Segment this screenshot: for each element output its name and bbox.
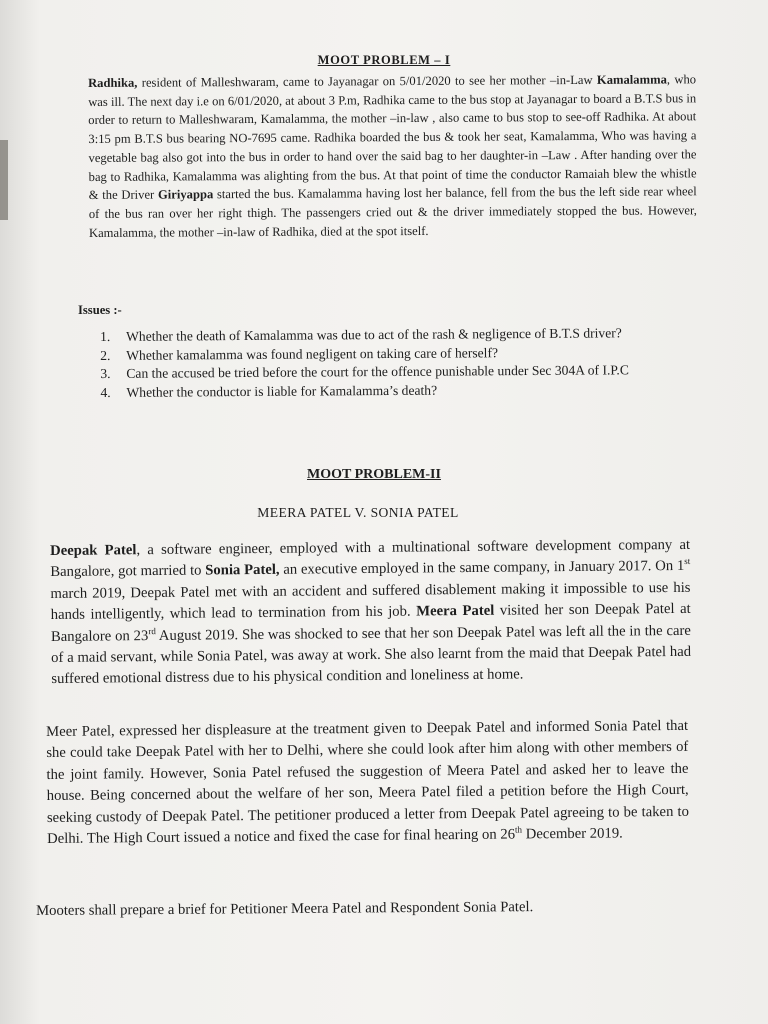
closing-instruction: Mooters shall prepare a brief for Petitioner Meera Patel and Respondent Sonia Patel. [36,899,534,919]
moot-problem-1-paragraph [88,70,697,242]
case-name: MEERA PATEL V. SONIA PATEL [257,505,459,520]
text-run: an executive employed in the same company, in January 2017. On 1 [279,558,685,579]
text-run: started the bus. Kamalamma having lost her balance, fell from the bus the left side rear wheel of the bus ran over her right thigh. The passengers cried out & the driver immediately stopped the bus. However, Kamalamma, the mother –in-law of Radhika, died at the spot itself. [88,184,697,240]
text-run: , who was ill. The next day i.e on 6/01/2020, at about 3 P.m, Radhika came to the bus stop at Jayanagar to board a B.T.S bus in order to return to Malleshwaram, Kamalamma, the mother –in-law , also came to bus stop to see-off Radhika. At about 3:15 pm B.T.S bus bearing NO-7695 came. Radhika boarded the bus & took her seat, Kamalamma, Who was having a vegetable bag also got into the bus in order to hand over the said bag to her daughter-in –Law . After handing over the bag to Radhika, Kamalamma was alighting from the bus. At that point of time the conductor Ramaiah blew the whistle & the Driver [88,72,697,203]
page-edge-shadow [0,140,8,220]
issues-heading: Issues :- [78,303,122,317]
text-run: march 2019, Deepak Patel met with an accident and suffered disablement making it impossible to use his hands intelligently, which lead to termination from his job. [50,579,691,624]
ordinal-suffix: rd [148,625,156,636]
issue-number: 4. [100,384,111,400]
text-run: August 2019. She was shocked to see that her son Deepak Patel was left all the in the care of a maid servant, while Sonia Patel, was away at work. She also learnt from the maid that Deepak Patel had suffered emotional distress due to his physical condition and loneliness at home. [51,622,692,688]
issues-list [100,324,701,403]
issue-number: 1. [100,328,111,344]
issue-number: 3. [100,366,111,382]
moot-problem-2-title: MOOT PROBLEM-II [307,467,441,482]
issue-text: Whether the death of Kamalamma was due to act of the rash & negligence of B.T.S driver? [126,325,622,344]
moot-problem-2-paragraph-2 [46,716,689,851]
issue-item [100,380,700,403]
bold-name: Radhika, [88,75,138,90]
text-run: resident of Malleshwaram, came to Jayanagar on 5/01/2020 to see her mother –in-Law [137,72,597,90]
bold-name: Meera Patel [416,602,495,620]
issue-text: Whether the conductor is liable for Kamalamma’s death? [126,382,438,400]
moot-problem-1-title: MOOT PROBLEM – I [317,53,451,67]
ordinal-suffix: th [514,824,523,835]
issue-number: 2. [100,347,111,363]
text-run: , a software engineer, employed with a multinational software development company at Bangalore, got married to [50,536,691,581]
issue-text: Can the accused be tried before the court for the offence punishable under Sec 304A of I.P.C [126,362,629,382]
text-run: December 2019. [522,825,623,843]
issue-text: Whether kamalamma was found negligent on taking care of herself? [126,344,499,363]
bold-name: Sonia Patel, [205,562,280,579]
bold-name: Giriyappa [157,187,214,202]
bold-name: Kamalamma [596,72,667,87]
moot-problem-2-paragraph-1 [50,535,691,691]
bold-name: Deepak Patel [50,542,137,559]
ordinal-suffix: st [684,556,691,567]
text-run: visited her son Deepak Patel at Bangalore on 23 [50,601,691,645]
text-run: Meer Patel, expressed her displeasure at the treatment given to Deepak Patel and informed Sonia Patel that she could take Deepak Patel with her to Delhi, where she could look after him along with other members of the joint family. However, Sonia Patel refused the suggestion of Meera Patel and asked her to leave the house. Being concerned about the welfare of her son, Meera Patel filed a petition before the High Court, seeking custody of Deepak Patel. The petitioner produced a letter from Deepak Patel agreeing to be taken to Delhi. The High Court issued a notice and fixed the case for final hearing on 26 [46,717,689,848]
